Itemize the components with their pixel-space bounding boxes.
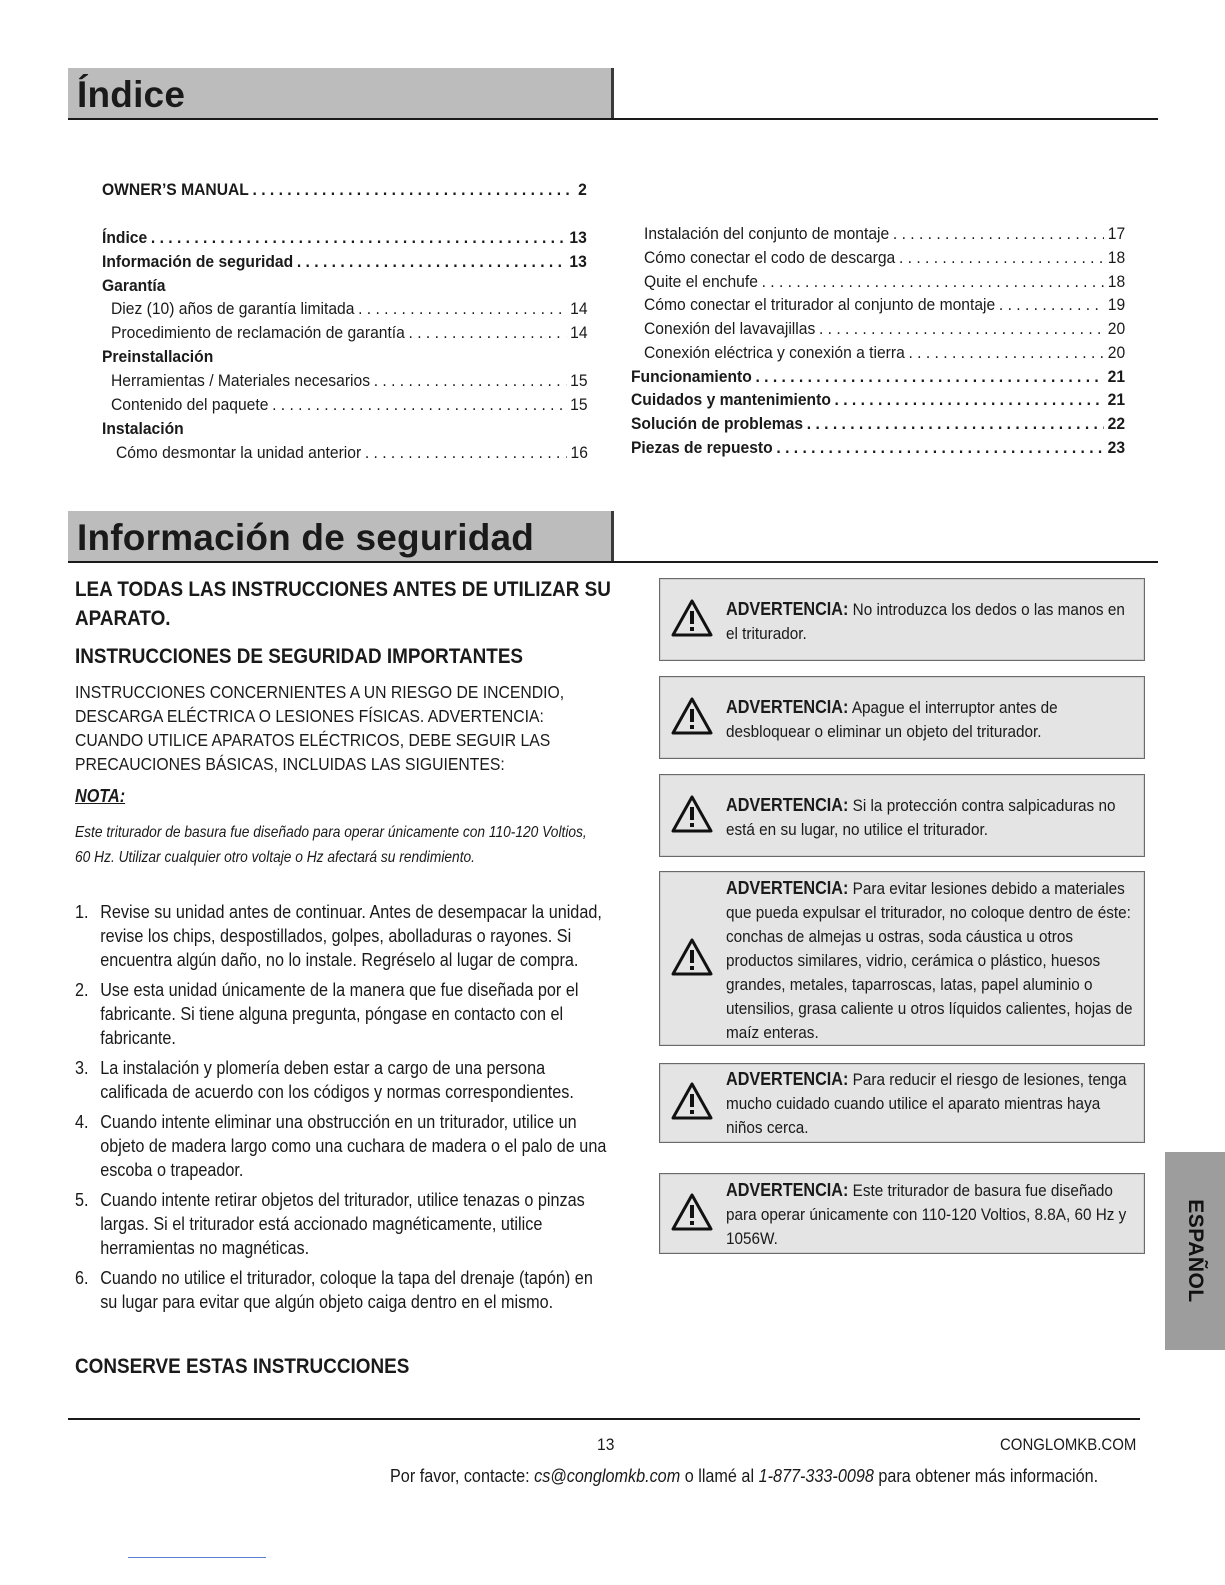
warning-triangle-icon bbox=[670, 794, 714, 834]
toc-entry-garantia-limitada[interactable] bbox=[111, 299, 588, 323]
toc-page: 15 bbox=[570, 371, 588, 390]
list-text: Use esta unidad únicamente de la manera que fue diseñada por el fabricante. Si tiene alguna pregunta, póngase en contacto con el fabricante. bbox=[100, 980, 579, 1048]
toc-leader bbox=[272, 395, 566, 415]
index-header-bar bbox=[68, 68, 614, 118]
toc-leader bbox=[409, 323, 567, 343]
toc-entry-enchufe[interactable] bbox=[644, 272, 1125, 296]
warning-body: Si la protección contra salpicaduras no está en su lugar, no utilice el triturador. bbox=[726, 796, 1116, 839]
list-number: 2. bbox=[75, 980, 89, 1000]
toc-entry-cuidados[interactable] bbox=[631, 390, 1125, 414]
toc-leader bbox=[776, 438, 1104, 458]
safety-title: Información de seguridad bbox=[77, 517, 535, 558]
toc-label: Cómo conectar el triturador al conjunto de montaje bbox=[644, 295, 996, 314]
bottom-link-underline bbox=[128, 1557, 266, 1558]
warning-triangle-icon bbox=[670, 696, 714, 736]
toc-leader bbox=[365, 443, 567, 463]
warning-box-fingers bbox=[659, 578, 1145, 661]
toc-page: 22 bbox=[1107, 414, 1126, 433]
list-number: 1. bbox=[75, 902, 89, 922]
list-text: Cuando intente eliminar una obstrucción en un triturador, utilice un objeto de madera largo como una cuchara de madera o el palo de una escoba o trapeador. bbox=[100, 1112, 607, 1180]
list-item bbox=[75, 1188, 611, 1260]
toc-leader bbox=[819, 319, 1104, 339]
toc-label: Información de seguridad bbox=[102, 252, 294, 271]
toc-entry-solucion[interactable] bbox=[631, 414, 1125, 438]
warning-label: ADVERTENCIA: bbox=[726, 1069, 849, 1089]
toc-leader bbox=[253, 180, 575, 200]
footer-website[interactable]: CONGLOMKB.COM bbox=[1000, 1435, 1137, 1454]
warning-label: ADVERTENCIA: bbox=[726, 1180, 849, 1200]
list-text: La instalación y plomería deben estar a cargo de una persona calificada de acuerdo con los códigos y normas correspondientes. bbox=[100, 1058, 574, 1102]
toc-leader bbox=[374, 371, 567, 391]
warning-text bbox=[726, 876, 1138, 1045]
toc-page: 14 bbox=[570, 299, 588, 318]
toc-entry-desmontar[interactable] bbox=[116, 443, 588, 467]
list-text: Cuando no utilice el triturador, coloque la tapa del drenaje (tapón) en su lugar para evitar que algún objeto caiga dentro en el mismo. bbox=[100, 1268, 593, 1312]
nota-label: NOTA: bbox=[75, 786, 126, 806]
contact-suffix: para obtener más información. bbox=[878, 1466, 1099, 1486]
list-number: 3. bbox=[75, 1058, 89, 1078]
nota-text bbox=[75, 820, 608, 870]
toc-entry-funcionamiento[interactable] bbox=[631, 367, 1125, 391]
toc-group-garantia: Garantía bbox=[102, 276, 166, 295]
footer-divider bbox=[68, 1418, 1140, 1420]
list-item bbox=[75, 978, 611, 1050]
warning-text bbox=[726, 793, 1138, 842]
toc-entry-herramientas[interactable] bbox=[111, 371, 588, 395]
toc-page: 14 bbox=[570, 323, 588, 342]
index-section-header bbox=[68, 68, 1158, 120]
warning-box-splash-guard bbox=[659, 774, 1145, 857]
toc-page: 21 bbox=[1107, 367, 1126, 386]
conserve-instructions-heading: CONSERVE ESTAS INSTRUCCIONES bbox=[75, 1355, 410, 1378]
warning-label: ADVERTENCIA: bbox=[726, 599, 849, 619]
list-text: Cuando intente retirar objetos del triturador, utilice tenazas o pinzas largas. Si el triturador está accionado magnéticamente, utilice herramientas no magnéticas. bbox=[100, 1190, 585, 1258]
toc-label: Piezas de repuesto bbox=[631, 438, 773, 457]
toc-entry-conectar-triturador[interactable] bbox=[644, 295, 1125, 319]
nota-line-1: Este triturador de basura fue diseñado para operar únicamente con 110-120 Voltios, bbox=[75, 824, 587, 841]
toc-leader bbox=[755, 367, 1103, 387]
toc-entry-contenido[interactable] bbox=[111, 395, 588, 419]
warning-box-materials bbox=[659, 871, 1145, 1046]
warning-triangle-icon bbox=[670, 937, 714, 977]
warning-label: ADVERTENCIA: bbox=[726, 795, 849, 815]
toc-leader bbox=[807, 414, 1104, 434]
toc-label: Cuidados y mantenimiento bbox=[631, 390, 831, 409]
list-item bbox=[75, 1056, 611, 1104]
list-number: 5. bbox=[75, 1190, 89, 1210]
page-number: 13 bbox=[597, 1435, 615, 1454]
safety-header-bar bbox=[68, 511, 614, 561]
toc-entry-codo[interactable] bbox=[644, 248, 1125, 272]
toc-group-preinstalacion: Preinstallación bbox=[102, 347, 214, 366]
warning-text bbox=[726, 597, 1138, 646]
read-all-heading: LEA TODAS LAS INSTRUCCIONES ANTES DE UTILIZAR SU APARATO. bbox=[75, 578, 611, 630]
warning-body: Para evitar lesiones debido a materiales que pueda expulsar el triturador, no coloque dentro de éste: conchas de almejas u ostras, soda cáustica u otros productos similares, vidrio, cerámica o plástico, huesos grandes, metales, taparroscas, latas, papel aluminio o utensilios, grasa caliente u otros líquidos calientes, hojas de maíz enteras. bbox=[726, 879, 1133, 1042]
toc-leader bbox=[151, 228, 566, 248]
toc-label: Conexión eléctrica y conexión a tierra bbox=[644, 343, 905, 362]
warning-body: Para reducir el riesgo de lesiones, tenga mucho cuidado cuando utilice el aparato mientras haya niños cerca. bbox=[726, 1070, 1127, 1137]
toc-page: 21 bbox=[1107, 390, 1126, 409]
contact-email-link[interactable]: cs@conglomkb.com bbox=[534, 1466, 681, 1486]
toc-page: 19 bbox=[1107, 295, 1126, 314]
contact-mid: o llamé al bbox=[684, 1466, 755, 1486]
list-number: 4. bbox=[75, 1112, 89, 1132]
toc-leader bbox=[899, 248, 1104, 268]
toc-page: 2 bbox=[578, 180, 587, 199]
toc-label: OWNER’S MANUAL bbox=[102, 180, 249, 199]
toc-leader bbox=[908, 343, 1104, 363]
warning-triangle-icon bbox=[670, 598, 714, 638]
toc-label: Solución de problemas bbox=[631, 414, 804, 433]
toc-page: 18 bbox=[1107, 272, 1126, 291]
caps-warning-paragraph: INSTRUCCIONES CONCERNIENTES A UN RIESGO DE INCENDIO, DESCARGA ELÉCTRICA O LESIONES FÍSICAS. ADVERTENCIA: CUANDO UTILICE APARATOS ELÉCTRICOS, DEBE SEGUIR LAS PRECAUCIONES BÁSICAS, INCLUIDAS LAS SIGUIENTES: bbox=[75, 682, 565, 774]
toc-page: 13 bbox=[569, 228, 587, 247]
safety-instruction-list bbox=[75, 900, 611, 1320]
language-tab-label: ESPAÑOL bbox=[1184, 1199, 1207, 1303]
toc-page: 15 bbox=[570, 395, 588, 414]
toc-entry-informacion-seguridad[interactable] bbox=[102, 252, 587, 276]
warning-label: ADVERTENCIA: bbox=[726, 878, 849, 898]
warning-text bbox=[726, 1178, 1138, 1251]
toc-label: Cómo conectar el codo de descarga bbox=[644, 248, 896, 267]
toc-entry-conexion-electrica[interactable] bbox=[644, 343, 1125, 367]
index-title: Índice bbox=[77, 74, 186, 115]
list-number: 6. bbox=[75, 1268, 89, 1288]
toc-page: 17 bbox=[1107, 224, 1126, 243]
toc-leader bbox=[835, 390, 1104, 410]
toc-label: Conexión del lavavajillas bbox=[644, 319, 816, 338]
warning-body: Este triturador de basura fue diseñado para operar únicamente con 110-120 Voltios, 8.8A, 60 Hz y 1056W. bbox=[726, 1181, 1127, 1248]
toc-group-instalacion: Instalación bbox=[102, 419, 184, 438]
list-item bbox=[75, 900, 611, 972]
warning-triangle-icon bbox=[670, 1192, 714, 1232]
list-text: Revise su unidad antes de continuar. Antes de desempacar la unidad, revise los chips, despostillados, golpes, abolladuras o rayones. Si encuentra algún daño, no lo instale. Regréselo al lugar de compra. bbox=[100, 902, 602, 970]
toc-entry-piezas[interactable] bbox=[631, 438, 1125, 462]
list-item bbox=[75, 1110, 611, 1182]
language-side-tab bbox=[1165, 1152, 1225, 1350]
toc-label: Índice bbox=[102, 228, 148, 247]
toc-leader bbox=[358, 299, 566, 319]
toc-label: Contenido del paquete bbox=[111, 395, 269, 414]
toc-page: 16 bbox=[570, 443, 588, 462]
contact-phone-link[interactable]: 1-877-333-0098 bbox=[758, 1466, 874, 1486]
toc-leader bbox=[297, 252, 566, 272]
toc-label: Diez (10) años de garantía limitada bbox=[111, 299, 355, 318]
toc-page: 18 bbox=[1107, 248, 1126, 267]
toc-leader bbox=[893, 224, 1104, 244]
warning-triangle-icon bbox=[670, 1081, 714, 1121]
important-instructions-heading: INSTRUCCIONES DE SEGURIDAD IMPORTANTES bbox=[75, 645, 524, 668]
warning-box-voltage bbox=[659, 1173, 1145, 1254]
warning-text bbox=[726, 695, 1138, 744]
warning-body: Apague el interruptor antes de desbloquear o eliminar un objeto del triturador. bbox=[726, 698, 1058, 741]
toc-label: Herramientas / Materiales necesarios bbox=[111, 371, 371, 390]
warning-box-children bbox=[659, 1063, 1145, 1143]
toc-entry-montaje[interactable] bbox=[644, 224, 1125, 248]
toc-entry-reclamacion[interactable] bbox=[111, 323, 588, 347]
footer-contact-line bbox=[390, 1466, 1098, 1487]
toc-entry-owners-manual[interactable] bbox=[102, 180, 587, 204]
toc-page: 20 bbox=[1107, 319, 1126, 338]
nota-line-2: 60 Hz. Utilizar cualquier otro voltaje o Hz afectará su rendimiento. bbox=[75, 849, 475, 866]
toc-leader bbox=[762, 272, 1104, 292]
toc-label: Quite el enchufe bbox=[644, 272, 758, 291]
toc-label: Cómo desmontar la unidad anterior bbox=[116, 443, 362, 462]
warning-box-switch bbox=[659, 676, 1145, 759]
toc-entry-indice[interactable] bbox=[102, 228, 587, 252]
list-item bbox=[75, 1266, 611, 1314]
warning-label: ADVERTENCIA: bbox=[726, 697, 849, 717]
toc-label: Procedimiento de reclamación de garantía bbox=[111, 323, 405, 342]
toc-page: 23 bbox=[1107, 438, 1126, 457]
toc-page: 13 bbox=[569, 252, 587, 271]
contact-prefix: Por favor, contacte: bbox=[390, 1466, 530, 1486]
toc-entry-lavavajillas[interactable] bbox=[644, 319, 1125, 343]
safety-section-header bbox=[68, 511, 1158, 563]
toc-label: Funcionamiento bbox=[631, 367, 752, 386]
toc-page: 20 bbox=[1107, 343, 1126, 362]
toc-label: Instalación del conjunto de montaje bbox=[644, 224, 890, 243]
warning-body: No introduzca los dedos o las manos en el triturador. bbox=[726, 600, 1125, 643]
toc-leader bbox=[999, 295, 1104, 315]
warning-text bbox=[726, 1067, 1138, 1140]
